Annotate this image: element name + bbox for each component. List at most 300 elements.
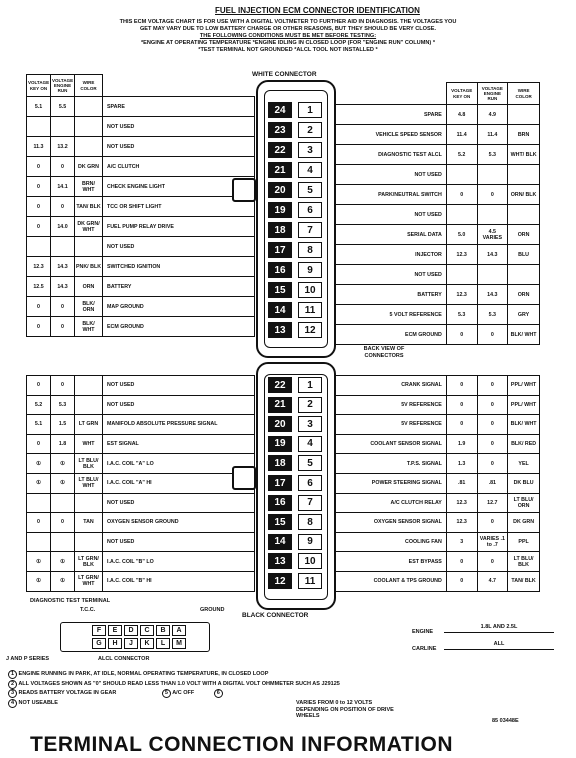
table-row — [331, 473, 540, 493]
connector-pin: 7 — [298, 495, 322, 511]
cell-wire: PPL — [508, 532, 540, 552]
connector-pin: 3 — [298, 416, 322, 432]
black-connector-latch — [232, 466, 256, 490]
table-row — [27, 317, 255, 337]
cell-function: NOT USED — [103, 137, 255, 157]
cell-key-on: 11.4 — [446, 125, 477, 145]
header-wire: WIRE COLOR — [508, 83, 540, 105]
table-row — [27, 454, 255, 474]
cell-key-on: 0 — [27, 376, 51, 396]
cell-wire — [508, 165, 540, 185]
cell-function: COOLANT & TPS GROUND — [331, 571, 447, 591]
cell-function: SPARE — [103, 97, 255, 117]
note-item: 2 ALL VOLTAGES SHOWN AS "0" SHOULD READ LESS THAN 1.0 VOLT WITH A DIGITAL VOLT OHMMETER SUCH AS J29125 — [8, 680, 568, 690]
cell-function: POWER STEERING SIGNAL — [331, 473, 447, 493]
cell-wire: BLK/ ORN — [75, 297, 103, 317]
table-row — [27, 493, 255, 513]
cell-key-on: 5.1 — [27, 97, 51, 117]
cell-function: 5V REFERENCE — [331, 415, 447, 435]
dlc-caption: ALCL CONNECTOR — [98, 656, 150, 662]
cell-key-on: 12.3 — [446, 493, 477, 513]
cell-function: BATTERY — [331, 285, 447, 305]
note6-text: VARIES FROM 0 to 12 VOLTS DEPENDING ON POSITION OF DRIVE WHEELS — [296, 700, 394, 719]
back-view-label: BACK VIEW OF CONNECTORS — [363, 346, 405, 359]
cell-key-on: 0 — [27, 217, 51, 237]
table-row — [27, 237, 255, 257]
header-eng-run: VOLTAGE ENGINE RUN — [51, 75, 75, 97]
cell-function: A/C CLUTCH RELAY — [331, 493, 447, 513]
cell-wire: BLK/ WHT — [508, 325, 540, 345]
cell-wire: PPL/ WHT — [508, 395, 540, 415]
cell-function: PARK/NEUTRAL SWITCH — [331, 185, 447, 205]
table-row — [331, 105, 540, 125]
connector-pin: 5 — [298, 455, 322, 471]
cell-function: SPARE — [331, 105, 447, 125]
table-row — [27, 137, 255, 157]
dlc-terminal: M — [172, 638, 186, 649]
cell-wire — [75, 237, 103, 257]
table-row — [331, 125, 540, 145]
cell-key-on: 12.3 — [446, 513, 477, 533]
cell-eng-run: 14.0 — [51, 217, 75, 237]
cell-wire: ORN — [508, 225, 540, 245]
left-top-table — [26, 74, 255, 337]
cell-wire: DK GRN/ WHT — [75, 217, 103, 237]
cell-key-on: 4.8 — [446, 105, 477, 125]
connector-pin: 12 — [298, 322, 322, 338]
connector-pin: 8 — [298, 514, 322, 530]
cell-key-on: 12.3 — [446, 285, 477, 305]
carline-value: ALL — [444, 641, 554, 650]
connector-pin: 21 — [268, 397, 292, 413]
cell-eng-run: 13.2 — [51, 137, 75, 157]
connector-pin: 22 — [268, 142, 292, 158]
table-row — [331, 454, 540, 474]
cell-eng-run: 5.3 — [51, 395, 75, 415]
cell-wire: ORN — [75, 277, 103, 297]
cell-wire: BRN/ WHT — [75, 177, 103, 197]
intro-line: GET MAY VARY DUE TO LOW BATTERY CHARGE OR OTHER REASONS, BUT THEY SHOULD BE VERY CLOSE. — [139, 26, 437, 32]
table-row — [331, 325, 540, 345]
dlc-top-label: DIAGNOSTIC TEST TERMINAL — [30, 598, 111, 604]
connector-pin: 11 — [298, 302, 322, 318]
cell-wire: ORN — [508, 285, 540, 305]
cell-function: COOLANT SENSOR SIGNAL — [331, 434, 447, 454]
cell-wire: TAN/ BLK — [508, 571, 540, 591]
connector-pin: 16 — [268, 262, 292, 278]
table-row — [27, 297, 255, 317]
cell-wire: LT BLU/ BLK — [75, 454, 103, 474]
cell-eng-run: 4.9 — [477, 105, 508, 125]
table-row — [331, 571, 540, 591]
table-row — [27, 157, 255, 177]
cell-key-on — [27, 493, 51, 513]
connector-pin: 14 — [268, 302, 292, 318]
cell-eng-run: 14.3 — [51, 257, 75, 277]
cell-eng-run — [51, 237, 75, 257]
cell-function: TCC OR SHIFT LIGHT — [103, 197, 255, 217]
intro-line: *TEST TERMINAL NOT GROUNDED *ALCL TOOL NOT INSTALLED * — [198, 47, 378, 53]
cell-wire: LT GRN — [75, 415, 103, 435]
table-row — [331, 205, 540, 225]
dlc-terminal: A — [172, 625, 186, 636]
connector-pin: 20 — [268, 182, 292, 198]
table-row — [331, 245, 540, 265]
cell-wire: DK GRN — [508, 513, 540, 533]
cell-key-on: ① — [27, 473, 51, 493]
table-row — [331, 395, 540, 415]
cell-eng-run: 12.7 — [477, 493, 508, 513]
table-row — [331, 165, 540, 185]
dlc-ground-label: GROUND — [200, 607, 225, 613]
table-row — [27, 117, 255, 137]
table-row — [27, 434, 255, 454]
table-row — [27, 277, 255, 297]
left-bottom-table — [26, 375, 255, 592]
cell-eng-run: 0 — [51, 376, 75, 396]
cell-wire: YEL — [508, 454, 540, 474]
cell-key-on: 5.0 — [446, 225, 477, 245]
cell-function: NOT USED — [103, 237, 255, 257]
cell-key-on: 11.3 — [27, 137, 51, 157]
intro-line: THE FOLLOWING CONDITIONS MUST BE MET BEFORE TESTING: — [199, 33, 377, 39]
cell-key-on: 5.2 — [27, 395, 51, 415]
table-row — [331, 552, 540, 572]
cell-wire — [75, 376, 103, 396]
cell-eng-run: 14.3 — [477, 285, 508, 305]
white-connector-label: WHITE CONNECTOR — [252, 71, 317, 78]
connector-pin: 4 — [298, 436, 322, 452]
cell-function: I.A.C. COIL "A" LO — [103, 454, 255, 474]
cell-wire: LT BLU/ BLK — [508, 552, 540, 572]
cell-wire: BLK/ WHT — [75, 317, 103, 337]
connector-pin: 22 — [268, 377, 292, 393]
cell-key-on: 1.3 — [446, 454, 477, 474]
cell-key-on — [446, 205, 477, 225]
carline-label: CARLINE — [412, 646, 437, 652]
notes — [8, 670, 568, 708]
cell-function: NOT USED — [103, 493, 255, 513]
cell-key-on: 12.5 — [27, 277, 51, 297]
cell-key-on: 5.1 — [27, 415, 51, 435]
connector-pin: 11 — [298, 573, 322, 589]
dlc-left-label: J AND P SERIES — [6, 656, 50, 662]
cell-eng-run: 0 — [51, 297, 75, 317]
connector-pin: 15 — [268, 514, 292, 530]
cell-eng-run — [477, 265, 508, 285]
cell-eng-run — [51, 117, 75, 137]
cell-function: NOT USED — [331, 205, 447, 225]
cell-function: OXYGEN SENSOR GROUND — [103, 513, 255, 533]
cell-eng-run — [477, 205, 508, 225]
cell-key-on: 0 — [27, 297, 51, 317]
cell-eng-run — [477, 165, 508, 185]
connector-pin: 9 — [298, 262, 322, 278]
cell-wire: LT GRN/ WHT — [75, 571, 103, 591]
dlc-terminal: J — [124, 638, 138, 649]
connector-pin: 19 — [268, 202, 292, 218]
right-top-table — [330, 82, 540, 345]
doc-code: 85 03448E — [492, 718, 519, 724]
cell-wire: TAN/ BLK — [75, 197, 103, 217]
connector-pin: 17 — [268, 475, 292, 491]
table-row — [331, 493, 540, 513]
cell-function: CRANK SIGNAL — [331, 376, 447, 396]
connector-pin: 14 — [268, 534, 292, 550]
engine-value: 1.8L AND 2.5L — [444, 624, 554, 633]
cell-eng-run: 4.5 VARIES — [477, 225, 508, 245]
cell-wire: DK BLU — [508, 473, 540, 493]
cell-function: EST BYPASS — [331, 552, 447, 572]
cell-eng-run — [51, 532, 75, 552]
cell-key-on: 0 — [446, 376, 477, 396]
cell-eng-run: 14.1 — [51, 177, 75, 197]
note-item: 3 READS BATTERY VOLTAGE IN GEAR 5 A/C OFF 6 — [8, 689, 568, 699]
black-connector-label: BLACK CONNECTOR — [242, 612, 309, 619]
cell-wire: WHT — [75, 434, 103, 454]
cell-eng-run: 14.3 — [51, 277, 75, 297]
cell-function: INJECTOR — [331, 245, 447, 265]
note-item: 4 NOT USEABLE — [8, 699, 568, 709]
cell-key-on: 1.9 — [446, 434, 477, 454]
table-row — [331, 145, 540, 165]
intro-line: THIS ECM VOLTAGE CHART IS FOR USE WITH A DIGITAL VOLTMETER TO FURTHER AID IN DIAGNOSIS. THE VOLTAGES YOU — [119, 19, 457, 25]
cell-key-on — [446, 265, 477, 285]
cell-wire: TAN — [75, 513, 103, 533]
table-row — [331, 434, 540, 454]
cell-eng-run: ① — [51, 571, 75, 591]
connector-pin: 3 — [298, 142, 322, 158]
connector-pin: 19 — [268, 436, 292, 452]
cell-wire — [75, 97, 103, 117]
header-key-on: VOLTAGE KEY ON — [446, 83, 477, 105]
cell-eng-run: ① — [51, 454, 75, 474]
connector-pin: 23 — [268, 122, 292, 138]
cell-wire: LT BLU/ ORN — [508, 493, 540, 513]
dlc-terminal: K — [140, 638, 154, 649]
table-row — [331, 376, 540, 396]
cell-eng-run: 0 — [477, 513, 508, 533]
connector-pin: 2 — [298, 397, 322, 413]
cell-key-on — [446, 165, 477, 185]
table-row — [27, 257, 255, 277]
cell-eng-run: 0 — [477, 185, 508, 205]
dlc-terminal: C — [140, 625, 154, 636]
cell-function: NOT USED — [103, 395, 255, 415]
connector-pin: 1 — [298, 377, 322, 393]
cell-wire — [508, 265, 540, 285]
table-row — [331, 415, 540, 435]
connector-pin: 10 — [298, 553, 322, 569]
cell-function: BATTERY — [103, 277, 255, 297]
table-row — [27, 513, 255, 533]
cell-wire: LT GRN/ BLK — [75, 552, 103, 572]
cell-key-on: 0 — [446, 552, 477, 572]
connector-pin: 15 — [268, 282, 292, 298]
cell-key-on: ① — [27, 571, 51, 591]
cell-function: NOT USED — [331, 165, 447, 185]
table-row — [331, 513, 540, 533]
connector-pin: 18 — [268, 455, 292, 471]
table-row — [331, 185, 540, 205]
cell-wire — [508, 205, 540, 225]
cell-key-on: .81 — [446, 473, 477, 493]
connector-pin: 2 — [298, 122, 322, 138]
dlc-terminal: F — [92, 625, 106, 636]
cell-wire — [75, 493, 103, 513]
cell-function: ECM GROUND — [103, 317, 255, 337]
cell-function: 5V REFERENCE — [331, 395, 447, 415]
cell-wire — [508, 105, 540, 125]
cell-function: T.P.S. SIGNAL — [331, 454, 447, 474]
cell-key-on: 0 — [27, 434, 51, 454]
engine-label: ENGINE — [412, 629, 434, 635]
table-row — [331, 265, 540, 285]
cell-function: VEHICLE SPEED SENSOR — [331, 125, 447, 145]
cell-key-on: 0 — [27, 317, 51, 337]
cell-key-on: ① — [27, 454, 51, 474]
cell-eng-run: 5.3 — [477, 145, 508, 165]
connector-pin: 8 — [298, 242, 322, 258]
table-row — [27, 97, 255, 117]
cell-function: 5 VOLT REFERENCE — [331, 305, 447, 325]
cell-function: EST SIGNAL — [103, 434, 255, 454]
cell-wire: BLK/ RED — [508, 434, 540, 454]
header-eng-run: VOLTAGE ENGINE RUN — [477, 83, 508, 105]
cell-function: SWITCHED IGNITION — [103, 257, 255, 277]
cell-function: NOT USED — [103, 376, 255, 396]
connector-pin: 4 — [298, 162, 322, 178]
cell-eng-run: 0 — [477, 434, 508, 454]
cell-wire: PPL/ WHT — [508, 376, 540, 396]
dlc-terminal: E — [108, 625, 122, 636]
white-connector-latch — [232, 178, 256, 202]
table-row — [27, 473, 255, 493]
connector-pin: 16 — [268, 495, 292, 511]
cell-eng-run: 1.5 — [51, 415, 75, 435]
table-row — [331, 285, 540, 305]
connector-pin: 12 — [268, 573, 292, 589]
connector-pin: 24 — [268, 102, 292, 118]
cell-eng-run: 0 — [51, 197, 75, 217]
table-row — [27, 217, 255, 237]
cell-wire — [75, 137, 103, 157]
connector-pin: 1 — [298, 102, 322, 118]
cell-eng-run: 0 — [477, 395, 508, 415]
cell-eng-run: .81 — [477, 473, 508, 493]
cell-eng-run: 1.8 — [51, 434, 75, 454]
cell-function: MANIFOLD ABSOLUTE PRESSURE SIGNAL — [103, 415, 255, 435]
cell-wire: PNK/ BLK — [75, 257, 103, 277]
connector-pin: 10 — [298, 282, 322, 298]
cell-key-on — [27, 237, 51, 257]
cell-wire — [75, 532, 103, 552]
cell-key-on: 0 — [27, 513, 51, 533]
cell-key-on — [27, 117, 51, 137]
cell-eng-run: ① — [51, 473, 75, 493]
connector-pin: 6 — [298, 202, 322, 218]
cell-key-on: 0 — [446, 325, 477, 345]
cell-eng-run: 0 — [477, 415, 508, 435]
dlc-terminal: B — [156, 625, 170, 636]
cell-key-on: 0 — [27, 157, 51, 177]
cell-key-on: 0 — [446, 415, 477, 435]
connector-pin: 6 — [298, 475, 322, 491]
cell-wire: BLU — [508, 245, 540, 265]
cell-function: COOLING FAN — [331, 532, 447, 552]
cell-eng-run: ① — [51, 552, 75, 572]
connector-pin: 13 — [268, 322, 292, 338]
table-row — [27, 571, 255, 591]
connector-pin: 18 — [268, 222, 292, 238]
cell-function: CHECK ENGINE LIGHT — [103, 177, 255, 197]
connector-pin: 13 — [268, 553, 292, 569]
cell-function: DIAGNOSTIC TEST ALCL — [331, 145, 447, 165]
cell-wire: WHT/ BLK — [508, 145, 540, 165]
cell-key-on — [27, 532, 51, 552]
connector-pin: 5 — [298, 182, 322, 198]
cell-key-on: 12.3 — [27, 257, 51, 277]
cell-eng-run: 4.7 — [477, 571, 508, 591]
cell-function: FUEL PUMP RELAY DRIVE — [103, 217, 255, 237]
table-row — [331, 532, 540, 552]
cell-wire: DK GRN — [75, 157, 103, 177]
header-key-on: VOLTAGE KEY ON — [27, 75, 51, 97]
cell-key-on: 0 — [446, 571, 477, 591]
table-row — [27, 177, 255, 197]
connector-pin: 20 — [268, 416, 292, 432]
dlc-terminal: L — [156, 638, 170, 649]
table-row — [27, 552, 255, 572]
connector-pin: 7 — [298, 222, 322, 238]
cell-eng-run: 0 — [51, 157, 75, 177]
cell-function: MAP GROUND — [103, 297, 255, 317]
cell-eng-run: 0 — [477, 552, 508, 572]
cell-eng-run: 14.3 — [477, 245, 508, 265]
cell-eng-run: 0 — [477, 454, 508, 474]
right-bottom-table — [330, 375, 540, 592]
cell-key-on: 5.3 — [446, 305, 477, 325]
cell-function: OXYGEN SENSOR SIGNAL — [331, 513, 447, 533]
cell-function: SERIAL DATA — [331, 225, 447, 245]
cell-key-on: 0 — [27, 197, 51, 217]
cell-wire — [75, 395, 103, 415]
cell-function: I.A.C. COIL "B" LO — [103, 552, 255, 572]
cell-eng-run: VARIES .1 to .7 — [477, 532, 508, 552]
bottom-title: TERMINAL CONNECTION INFORMATION — [30, 733, 454, 756]
page-title: FUEL INJECTION ECM CONNECTOR IDENTIFICATION — [215, 6, 420, 15]
cell-eng-run: 5.5 — [51, 97, 75, 117]
cell-wire: BLK/ WHT — [508, 415, 540, 435]
table-row — [27, 415, 255, 435]
table-row — [331, 225, 540, 245]
cell-function: I.A.C. COIL "A" HI — [103, 473, 255, 493]
note-item: 1 ENGINE RUNNING IN PARK, AT IDLE, NORMAL OPERATING TEMPERATURE, IN CLOSED LOOP — [8, 670, 568, 680]
dlc-tcc-label: T.C.C. — [80, 607, 96, 613]
table-row — [27, 532, 255, 552]
table-row — [331, 305, 540, 325]
cell-eng-run: 0 — [477, 376, 508, 396]
intro-line: *ENGINE AT OPERATING TEMPERATURE *ENGINE IDLING IN CLOSED LOOP (FOR "ENGINE RUN" COLUMN) * — [140, 40, 435, 46]
table-row — [27, 395, 255, 415]
cell-key-on: 12.3 — [446, 245, 477, 265]
cell-key-on: 0 — [446, 395, 477, 415]
cell-eng-run: 0 — [51, 317, 75, 337]
cell-key-on: 3 — [446, 532, 477, 552]
intro-text — [14, 19, 562, 54]
cell-function: NOT USED — [103, 532, 255, 552]
cell-function: I.A.C. COIL "B" HI — [103, 571, 255, 591]
